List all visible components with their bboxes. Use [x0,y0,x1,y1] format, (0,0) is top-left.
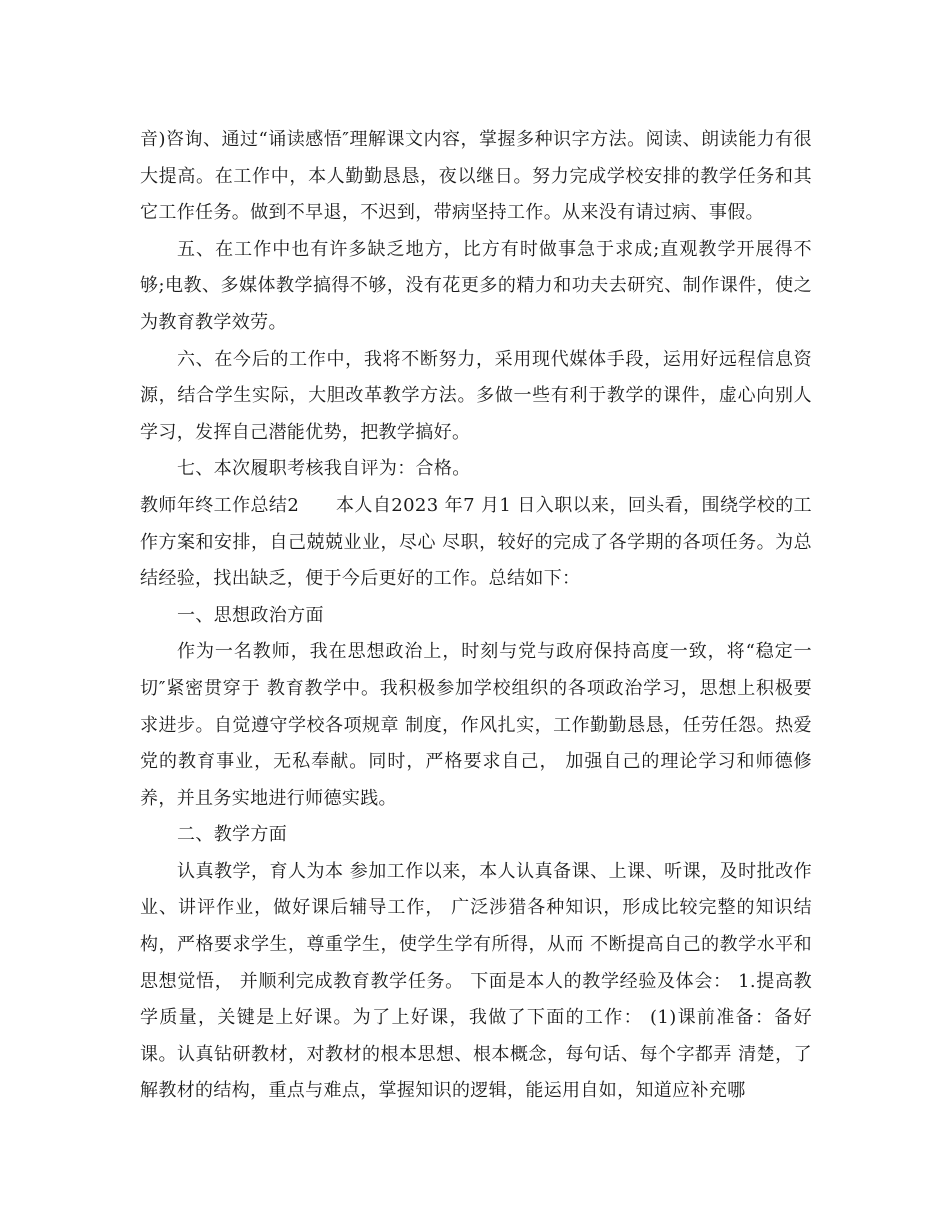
document-body [140,122,812,1110]
paragraph-summary-intro: 教师年终工作总结2 本人自2023 年7 月1 日入职以来，回头看，围绕学校的工作方案和安排，自己兢兢业业，尽心 尽职，较好的完成了各学期的各项任务。为总结经验，找出缺乏，便于今后更好的工作。总结如下： [140,494,812,590]
paragraph-item-seven: 七、本次履职考核我自评为：合格。 [177,458,471,480]
paragraph-item-six: 六、在今后的工作中，我将不断努力，采用现代媒体手段，运用好远程信息资源，结合学生实际，大胆改革教学方法。多做一些有利于教学的课件，虚心向别人学习，发挥自己潜能优势，把教学搞好。 [140,348,812,443]
section-heading-political: 一、思想政治方面 [177,604,324,626]
paragraph-political: 作为一名教师，我在思想政治上，时刻与党与政府保持高度一致，将“稳定一切″紧密贯穿于 教育教学中。我积极参加学校组织的各项政治学习，思想上积极要求进步。自觉遵守学校各项规章 制度，作风扎实，工作勤勤恳恳，任劳任怨。热爱党的教育事业，无私奉献。同时，严格要求自己， 加强自己的理论学习和师德修养，并且务实地进行师德实践。 [140,641,812,809]
paragraph-continuation: 音)咨询、通过“诵读感悟″理解课文内容，掌握多种识字方法。阅读、朗读能力有很大提高。在工作中，本人勤勤恳恳，夜以继日。努力完成学校安排的教学任务和其它工作任务。做到不早退，不迟到，带病坚持工作。从来没有请过病、事假。 [140,129,812,224]
section-heading-teaching: 二、教学方面 [177,824,288,846]
paragraph-teaching: 认真教学，育人为本 参加工作以来，本人认真备课、上课、听课，及时批改作业、讲评作业，做好课后辅导工作， 广泛涉猎各种知识，形成比较完整的知识结构，严格要求学生，尊重学生，使学生学有所得，从而 不断提高自己的教学水平和思想觉悟， 并顺利完成教育教学任务。 下面是本人的教学经验及体会： 1.提高教学质量，关键是上好课。为了上好课，我做了下面的工作： (1)课前准备：备好课。认真钻研教材，对教材的根本思想、根本概念，每句话、每个字都弄 清楚，了解教材的结构，重点与难点，掌握知识的逻辑，能运用自如，知道应补充哪 [140,860,812,1102]
paragraph-item-five: 五、在工作中也有许多缺乏地方，比方有时做事急于求成;直观教学开展得不够;电教、多媒体教学搞得不够，没有花更多的精力和功夫去研究、制作课件，使之为教育教学效劳。 [140,238,812,333]
